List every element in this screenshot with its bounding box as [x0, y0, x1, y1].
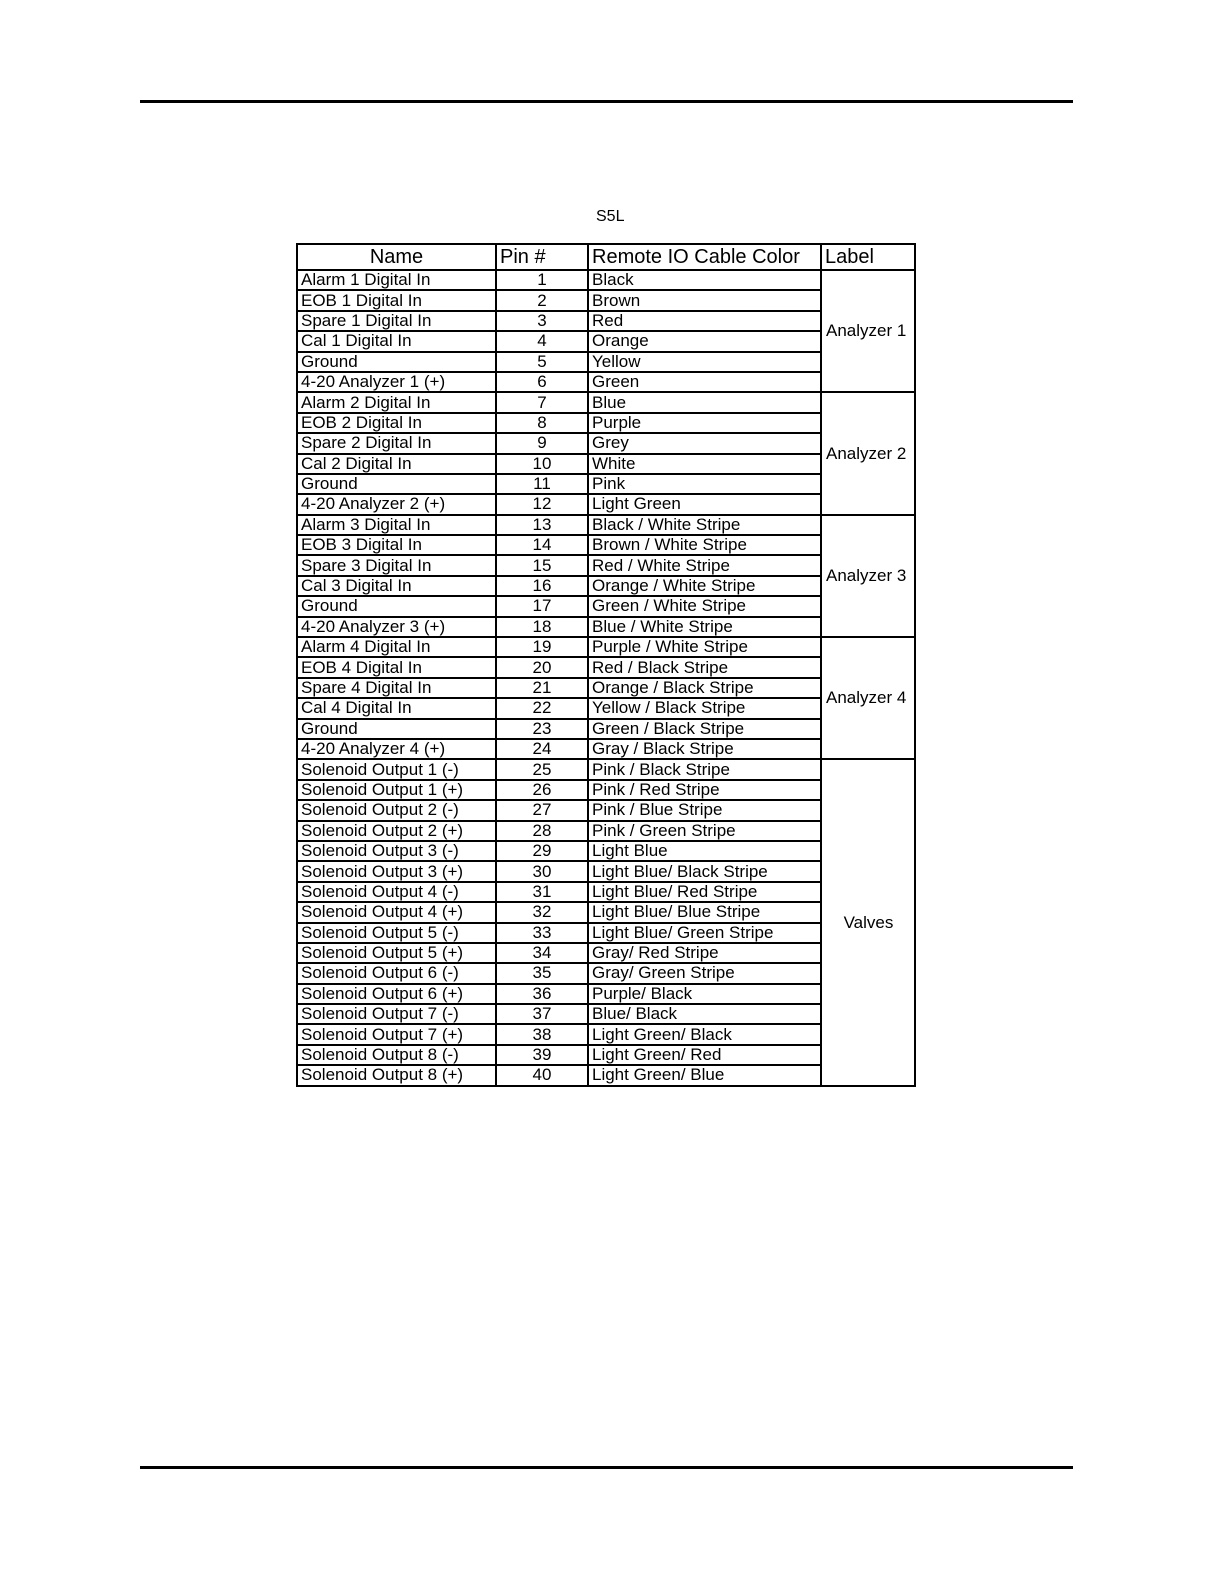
signal-name-cell: Spare 3 Digital In [297, 555, 496, 575]
signal-name-cell: Alarm 3 Digital In [297, 515, 496, 535]
pin-number-cell: 22 [496, 698, 588, 718]
cable-color-cell: Red / Black Stripe [588, 657, 821, 677]
pin-number-cell: 13 [496, 515, 588, 535]
signal-name-cell: Solenoid Output 2 (+) [297, 821, 496, 841]
group-label-cell: Analyzer 2 [821, 392, 915, 514]
signal-name-cell: EOB 2 Digital In [297, 413, 496, 433]
signal-name-cell: Solenoid Output 1 (+) [297, 780, 496, 800]
signal-name-cell: Solenoid Output 1 (-) [297, 759, 496, 779]
table-row [297, 515, 915, 535]
group-label-cell: Valves [821, 759, 915, 1085]
signal-name-cell: 4-20 Analyzer 3 (+) [297, 617, 496, 637]
cable-color-cell: Blue/ Black [588, 1004, 821, 1024]
signal-name-cell: Alarm 1 Digital In [297, 270, 496, 290]
header-row [297, 244, 915, 270]
cable-color-cell: Yellow / Black Stripe [588, 698, 821, 718]
pin-number-cell: 17 [496, 596, 588, 616]
pinout-table [296, 243, 916, 1087]
pin-number-cell: 6 [496, 372, 588, 392]
pin-number-cell: 10 [496, 454, 588, 474]
signal-name-cell: 4-20 Analyzer 2 (+) [297, 494, 496, 514]
cable-color-cell: Pink / Green Stripe [588, 821, 821, 841]
table-row [297, 392, 915, 412]
signal-name-cell: 4-20 Analyzer 4 (+) [297, 739, 496, 759]
pin-number-cell: 2 [496, 290, 588, 310]
pin-number-cell: 31 [496, 882, 588, 902]
pin-number-cell: 14 [496, 535, 588, 555]
signal-name-cell: Ground [297, 596, 496, 616]
cable-color-cell: Light Blue/ Blue Stripe [588, 902, 821, 922]
pin-number-cell: 27 [496, 800, 588, 820]
signal-name-cell: EOB 3 Digital In [297, 535, 496, 555]
pin-number-cell: 38 [496, 1024, 588, 1044]
pinout-table-body [297, 270, 915, 1086]
pin-number-cell: 30 [496, 861, 588, 881]
cable-color-cell: Light Blue/ Red Stripe [588, 882, 821, 902]
cable-color-cell: Light Blue [588, 841, 821, 861]
cable-color-cell: Brown / White Stripe [588, 535, 821, 555]
signal-name-cell: Solenoid Output 3 (-) [297, 841, 496, 861]
group-label-cell: Analyzer 4 [821, 637, 915, 759]
footer-rule [140, 1466, 1073, 1469]
signal-name-cell: Ground [297, 474, 496, 494]
cable-color-cell: Light Blue/ Green Stripe [588, 923, 821, 943]
cable-color-cell: Orange [588, 331, 821, 351]
cable-color-cell: Purple / White Stripe [588, 637, 821, 657]
cable-color-cell: Brown [588, 290, 821, 310]
signal-name-cell: Spare 1 Digital In [297, 311, 496, 331]
cable-color-cell: Light Green/ Red [588, 1045, 821, 1065]
cable-color-cell: Pink / Black Stripe [588, 759, 821, 779]
signal-name-cell: Cal 4 Digital In [297, 698, 496, 718]
pin-number-cell: 26 [496, 780, 588, 800]
table-row [297, 270, 915, 290]
pin-number-cell: 25 [496, 759, 588, 779]
signal-name-cell: Solenoid Output 8 (-) [297, 1045, 496, 1065]
signal-name-cell: Solenoid Output 4 (+) [297, 902, 496, 922]
signal-name-cell: Alarm 2 Digital In [297, 392, 496, 412]
table-row [297, 759, 915, 779]
signal-name-cell: Ground [297, 352, 496, 372]
cable-color-cell: Green [588, 372, 821, 392]
signal-name-cell: Solenoid Output 5 (+) [297, 943, 496, 963]
pin-number-cell: 35 [496, 963, 588, 983]
cable-color-cell: Red / White Stripe [588, 555, 821, 575]
cable-color-cell: White [588, 454, 821, 474]
pin-number-cell: 16 [496, 576, 588, 596]
cable-color-cell: Yellow [588, 352, 821, 372]
cable-color-cell: Light Blue/ Black Stripe [588, 861, 821, 881]
pin-number-cell: 39 [496, 1045, 588, 1065]
pin-number-cell: 11 [496, 474, 588, 494]
pin-column-header: Pin # [496, 244, 588, 270]
pin-number-cell: 32 [496, 902, 588, 922]
pin-number-cell: 21 [496, 678, 588, 698]
signal-name-cell: Solenoid Output 7 (-) [297, 1004, 496, 1024]
cable-color-cell: Light Green/ Blue [588, 1065, 821, 1085]
cable-color-cell: Gray/ Red Stripe [588, 943, 821, 963]
signal-name-cell: Spare 2 Digital In [297, 433, 496, 453]
cable-color-cell: Light Green/ Black [588, 1024, 821, 1044]
signal-name-cell: Cal 1 Digital In [297, 331, 496, 351]
signal-name-cell: Solenoid Output 8 (+) [297, 1065, 496, 1085]
signal-name-cell: Alarm 4 Digital In [297, 637, 496, 657]
table-row [297, 637, 915, 657]
signal-name-cell: Solenoid Output 4 (-) [297, 882, 496, 902]
signal-name-cell: Solenoid Output 6 (-) [297, 963, 496, 983]
cable-color-cell: Gray/ Green Stripe [588, 963, 821, 983]
pin-number-cell: 34 [496, 943, 588, 963]
table-title: S5L [596, 208, 625, 225]
signal-name-cell: Solenoid Output 6 (+) [297, 984, 496, 1004]
cable-color-cell: Orange / White Stripe [588, 576, 821, 596]
cable-color-cell: Light Green [588, 494, 821, 514]
pin-number-cell: 3 [496, 311, 588, 331]
group-label-cell: Analyzer 3 [821, 515, 915, 637]
cable-color-cell: Pink / Red Stripe [588, 780, 821, 800]
signal-name-cell: Solenoid Output 7 (+) [297, 1024, 496, 1044]
signal-name-cell: Solenoid Output 3 (+) [297, 861, 496, 881]
pin-number-cell: 7 [496, 392, 588, 412]
cable-color-cell: Pink / Blue Stripe [588, 800, 821, 820]
group-label-cell: Analyzer 1 [821, 270, 915, 392]
pin-number-cell: 29 [496, 841, 588, 861]
pin-number-cell: 15 [496, 555, 588, 575]
cable-color-cell: Purple/ Black [588, 984, 821, 1004]
pin-number-cell: 20 [496, 657, 588, 677]
cable-color-cell: Red [588, 311, 821, 331]
pin-number-cell: 36 [496, 984, 588, 1004]
signal-name-cell: Ground [297, 719, 496, 739]
name-column-header: Name [297, 244, 496, 270]
signal-name-cell: Solenoid Output 5 (-) [297, 923, 496, 943]
signal-name-cell: Cal 2 Digital In [297, 454, 496, 474]
cable-color-cell: Orange / Black Stripe [588, 678, 821, 698]
cable-color-cell: Black [588, 270, 821, 290]
pin-number-cell: 28 [496, 821, 588, 841]
cable-color-cell: Pink [588, 474, 821, 494]
pin-number-cell: 33 [496, 923, 588, 943]
signal-name-cell: Spare 4 Digital In [297, 678, 496, 698]
cable-color-cell: Green / White Stripe [588, 596, 821, 616]
pin-number-cell: 18 [496, 617, 588, 637]
pin-number-cell: 9 [496, 433, 588, 453]
signal-name-cell: EOB 4 Digital In [297, 657, 496, 677]
label-column-header: Label [821, 244, 915, 270]
cable-color-cell: Blue / White Stripe [588, 617, 821, 637]
cable-color-cell: Blue [588, 392, 821, 412]
header-rule [140, 100, 1073, 103]
cable-color-cell: Grey [588, 433, 821, 453]
cable-color-cell: Purple [588, 413, 821, 433]
cable-color-cell: Gray / Black Stripe [588, 739, 821, 759]
pin-number-cell: 19 [496, 637, 588, 657]
cable-color-cell: Green / Black Stripe [588, 719, 821, 739]
pin-number-cell: 24 [496, 739, 588, 759]
signal-name-cell: EOB 1 Digital In [297, 290, 496, 310]
cable-color-cell: Black / White Stripe [588, 515, 821, 535]
signal-name-cell: Solenoid Output 2 (-) [297, 800, 496, 820]
pin-number-cell: 40 [496, 1065, 588, 1085]
signal-name-cell: Cal 3 Digital In [297, 576, 496, 596]
pin-number-cell: 5 [496, 352, 588, 372]
pin-number-cell: 4 [496, 331, 588, 351]
pin-number-cell: 37 [496, 1004, 588, 1024]
pin-number-cell: 23 [496, 719, 588, 739]
pin-number-cell: 8 [496, 413, 588, 433]
signal-name-cell: 4-20 Analyzer 1 (+) [297, 372, 496, 392]
color-column-header: Remote IO Cable Color [588, 244, 821, 270]
pin-number-cell: 1 [496, 270, 588, 290]
pin-number-cell: 12 [496, 494, 588, 514]
